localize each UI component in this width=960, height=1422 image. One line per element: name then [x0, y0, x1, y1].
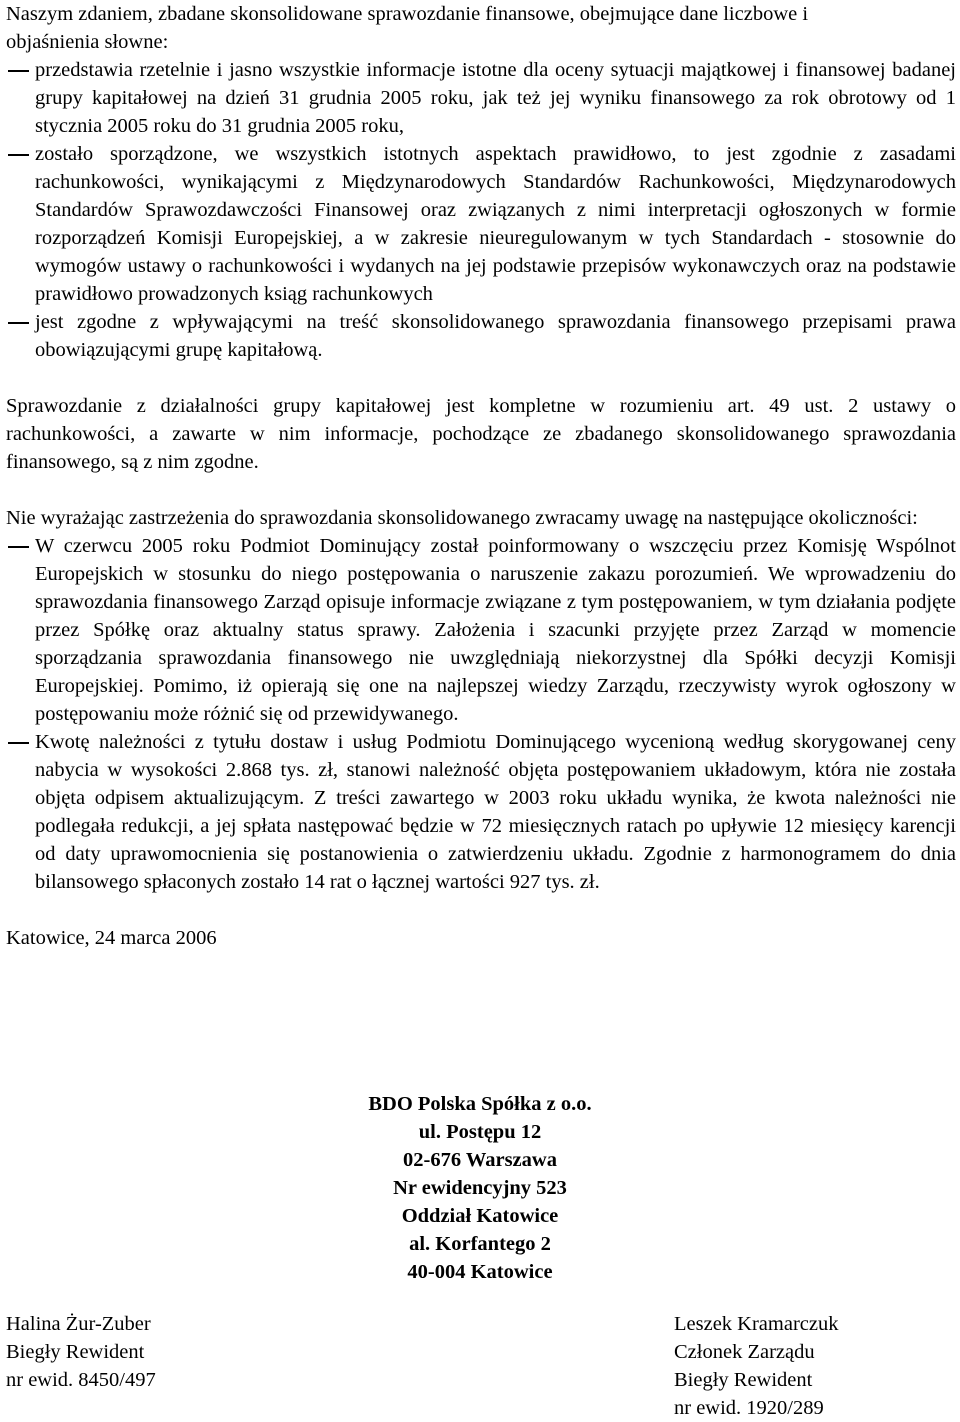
opinion-bullet-3	[6, 308, 956, 364]
emphasis-intro: Nie wyrażając zastrzeżenia do sprawozdania skonsolidowanego zwracamy uwagę na następujące okoliczności:	[6, 507, 918, 529]
dash-bullet-icon	[6, 140, 35, 308]
signatory-left	[6, 1310, 156, 1394]
report-paragraph: Sprawozdanie z działalności grupy kapitałowej jest kompletne w rozumieniu art. 49 ust. 2 ustawy o rachunkowości, a zawarte w nim informacje, pochodzące ze zbadanego skonsolidowanego sprawozdania finansowego, są z nim zgodne.	[6, 395, 956, 473]
opinion-intro-line-1: Naszym zdaniem, zbadane skonsolidowane sprawozdanie finansowe, obejmujące dane liczbowe i	[6, 3, 809, 25]
firm-name: BDO Polska Spółka z o.o.	[368, 1093, 592, 1115]
signatory-right-role-2: Biegły Rewident	[674, 1369, 813, 1391]
signatory-right-role-1: Członek Zarządu	[674, 1341, 815, 1363]
signatory-right	[674, 1310, 838, 1422]
firm-branch-city: 40-004 Katowice	[407, 1261, 553, 1283]
emphasis-bullet-2	[6, 728, 956, 896]
signatory-left-name: Halina Żur-Zuber	[6, 1313, 151, 1335]
firm-city: 02-676 Warszawa	[403, 1149, 557, 1171]
signatory-right-name: Leszek Kramarczuk	[674, 1313, 839, 1335]
opinion-bullet-text: jest zgodne z wpływającymi na treść skonsolidowanego sprawozdania finansowego przepisami prawa obowiązującymi grupę kapitałową.	[35, 311, 956, 361]
emphasis-bullet-text: W czerwcu 2005 roku Podmiot Dominujący został poinformowany o wszczęciu przez Komisję Wspólnot Europejskich w stosunku do niego postępowania o naruszenie zakazu porozumień. We wprowadzeniu do sprawozdania finansowego Zarząd opisuje informacje związane z tym postępowaniem, w tym działania podjęte przez Spółkę oraz aktualny status sprawy. Założenia i szacunki przyjęte przez Zarząd w momencie sporządzania sprawozdania finansowego nie uwzględniają niekorzystnej dla Spółki decyzji Komisji Europejskiej. Pomimo, iż opierają się one na najlepszej wiedzy Zarządu, rzeczywisty wyrok ogłoszony w postępowaniu może różnić się od przewidywanego.	[35, 535, 956, 725]
signatory-right-id: nr ewid. 1920/289	[674, 1397, 824, 1419]
opinion-bullet-2	[6, 140, 956, 308]
opinion-bullet-1	[6, 56, 956, 140]
opinion-bullet-text: zostało sporządzone, we wszystkich istotnych aspektach prawidłowo, to jest zgodnie z zasadami rachunkowości, wynikającymi z Międzynarodowych Standardów Rachunkowości, Międzynarodowych Standardów Sprawozdawczości Finansowej oraz związanych z nimi interpretacji ogłoszonych w formie rozporządzeń Komisji Europejskiej, a w zakresie nieuregulowanym w tych Standardach - stosownie do wymogów ustawy o rachunkowości i wydanych na jej podstawie przepisów wykonawczych oraz na podstawie prawidłowo prowadzonych ksiąg rachunkowych	[35, 143, 956, 305]
place-and-date: Katowice, 24 marca 2006	[6, 927, 217, 949]
firm-branch-street: al. Korfantego 2	[409, 1233, 551, 1255]
firm-branch: Oddział Katowice	[401, 1205, 559, 1227]
signatory-left-role: Biegły Rewident	[6, 1341, 145, 1363]
signatory-left-id: nr ewid. 8450/497	[6, 1369, 156, 1391]
emphasis-bullet-1	[6, 532, 956, 728]
firm-street: ul. Postępu 12	[418, 1121, 542, 1143]
opinion-bullet-text: przedstawia rzetelnie i jasno wszystkie informacje istotne dla oceny sytuacji majątkowej i finansowej badanej grupy kapitałowej na dzień 31 grudnia 2005 roku, jak też jej wyniku finansowego za rok obrotowy od 1 stycznia 2005 roku do 31 grudnia 2005 roku,	[35, 59, 956, 137]
dash-bullet-icon	[6, 308, 35, 364]
auditor-firm-block	[0, 1090, 960, 1286]
opinion-intro-line-2: objaśnienia słowne:	[6, 31, 169, 53]
audit-opinion-page	[6, 0, 956, 1419]
emphasis-bullet-text: Kwotę należności z tytułu dostaw i usług Podmiotu Dominującego wycenioną według skorygowanej ceny nabycia w wysokości 2.868 tys. zł, stanowi należność objęta postępowaniem układowym, która nie została objęta odpisem aktualizującym. Z treści zawartego w 2003 roku układu wynika, że kwota należności nie podlegała redukcji, a jej spłata następować będzie w 72 miesięcznych ratach po upływie 12 miesięcy karencji od daty uprawomocnienia się postanowienia o zatwierdzeniu układu. Zgodnie z harmonogramem do dnia bilansowego spłaconych zostało 14 rat o łącznej wartości 927 tys. zł.	[35, 731, 956, 893]
dash-bullet-icon	[6, 532, 35, 728]
firm-registry: Nr ewidencyjny 523	[393, 1177, 567, 1199]
dash-bullet-icon	[6, 56, 35, 140]
dash-bullet-icon	[6, 728, 35, 896]
